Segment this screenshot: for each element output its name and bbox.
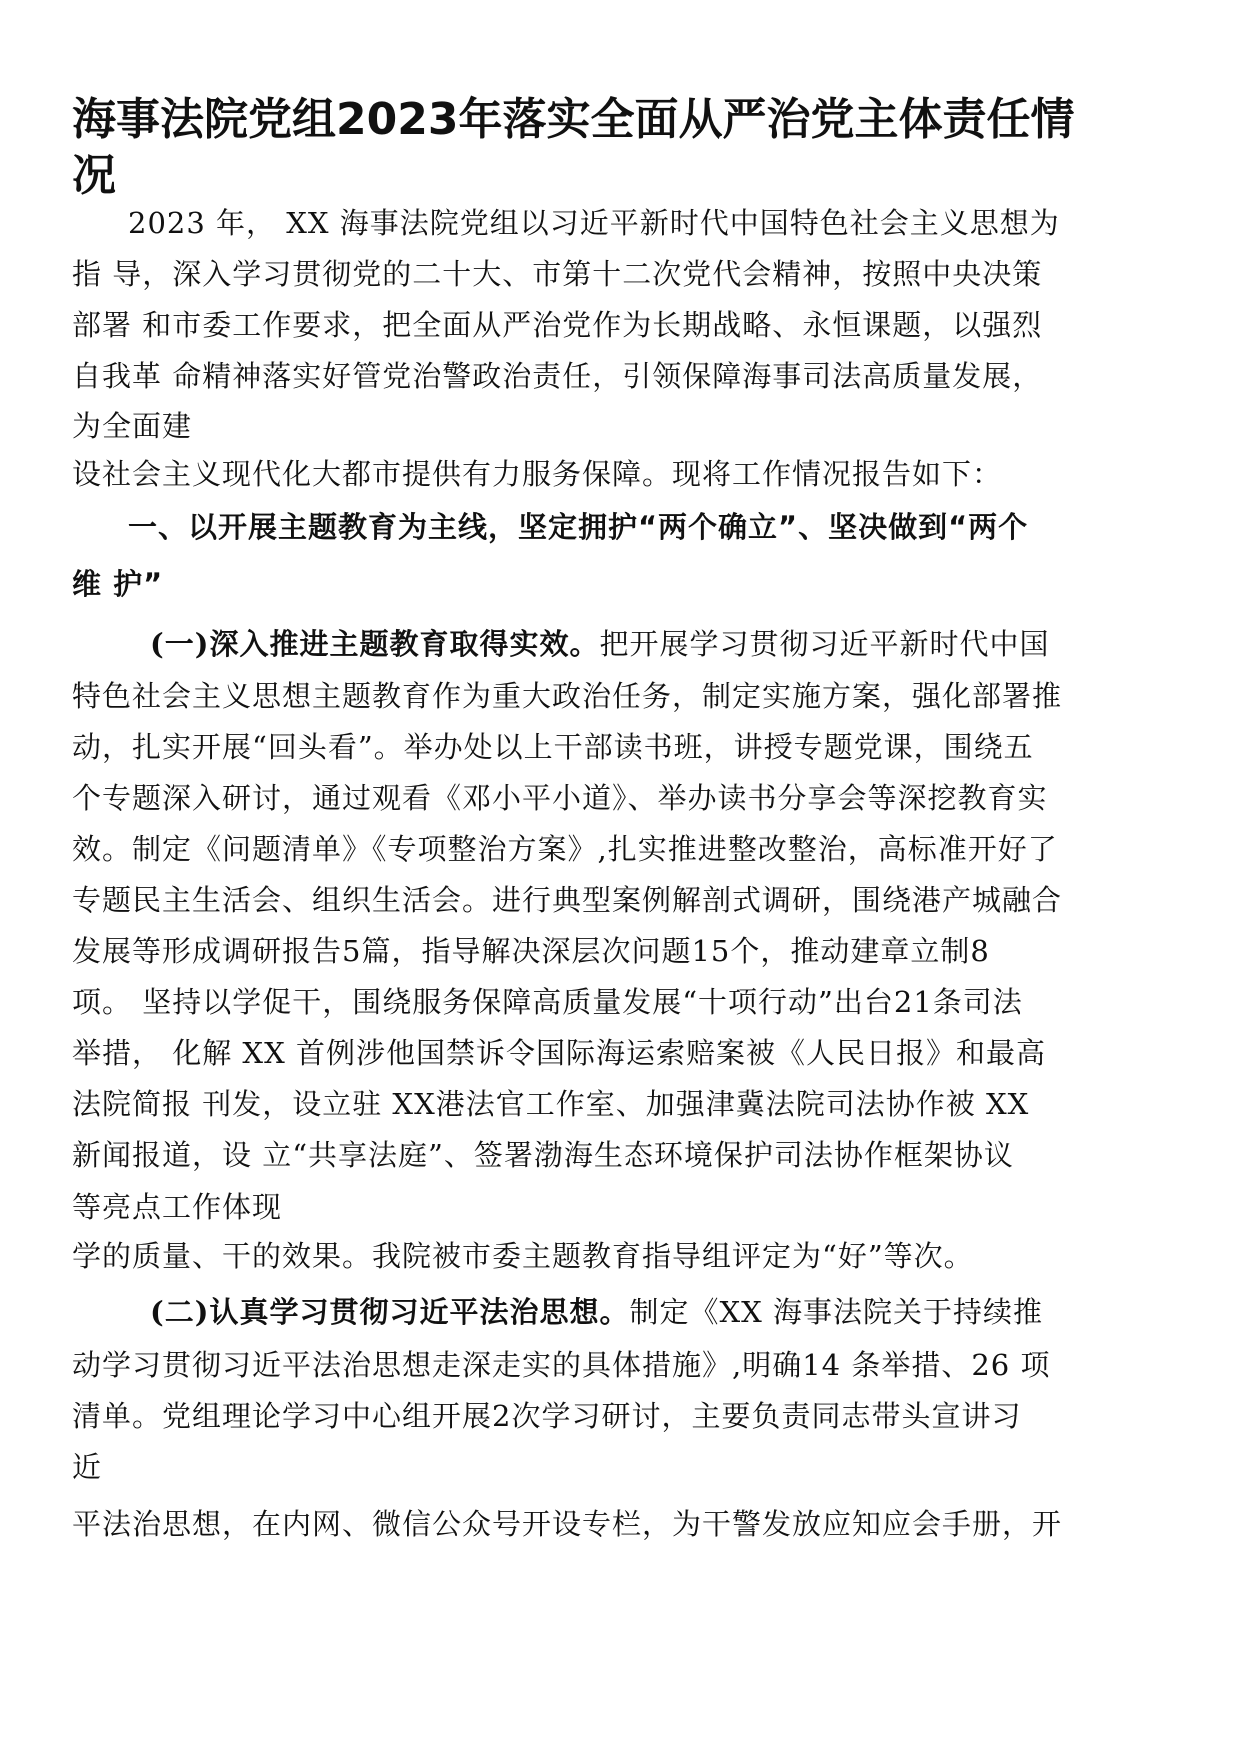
paragraph-text: 制定《XX 海事法院关于持续推 bbox=[629, 1295, 1043, 1329]
subsection-paragraph-line bbox=[150, 624, 1049, 664]
paragraph-line: 自我革 命精神落实好管党治警政治责任，引领保障海事司法高质量发展， bbox=[72, 359, 1043, 393]
paragraph-line: 清单。党组理论学习中心组开展2次学习研讨，主要负责同志带头宣讲习 bbox=[72, 1399, 1022, 1433]
title-line-2: 况 bbox=[72, 150, 116, 201]
document-title bbox=[72, 92, 1172, 204]
paragraph-line: 发展等形成调研报告5篇，指导解决深层次问题15个，推动建章立制8 bbox=[72, 934, 990, 968]
paragraph-line: 等亮点工作体现 bbox=[72, 1190, 283, 1224]
paragraph-line: 个专题深入研讨，通过观看《邓小平小道》、举办读书分享会等深挖教育实 bbox=[72, 781, 1048, 815]
paragraph-line: 部署 和市委工作要求，把全面从严治党作为长期战略、永恒课题，以强烈 bbox=[72, 308, 1043, 342]
paragraph-line: 为全面建 bbox=[72, 409, 193, 443]
paragraph-line: 专题民主生活会、组织生活会。进行典型案例解剖式调研，围绕港产城融合 bbox=[72, 883, 1063, 917]
paragraph-line: 动，扎实开展“回头看”。举办处以上干部读书班，讲授专题党课，围绕五 bbox=[72, 730, 1034, 764]
paragraph-line: 指 导，深入学习贯彻党的二十大、市第十二次党代会精神，按照中央决策 bbox=[72, 257, 1043, 291]
paragraph-line: 平法治思想，在内网、微信公众号开设专栏，为干警发放应知应会手册，开 bbox=[72, 1507, 1063, 1541]
subsection-paragraph-line bbox=[150, 1292, 1043, 1332]
subsection-heading-1: (一)深入推进主题教育取得实效。 bbox=[150, 627, 600, 661]
paragraph-line: 项。 坚持以学促干，围绕服务保障高质量发展“十项行动”出台21条司法 bbox=[72, 985, 1023, 1019]
paragraph-line: 近 bbox=[72, 1450, 103, 1484]
title-line-1: 海事法院党组2023年落实全面从严治党主体责任情 bbox=[72, 94, 1075, 145]
paragraph-line: 学的质量、干的效果。我院被市委主题教育指导组评定为“好”等次。 bbox=[72, 1239, 974, 1273]
paragraph-line: 法院简报 刊发，设立驻 XX港法官工作室、加强津冀法院司法协作被 XX bbox=[72, 1087, 1030, 1121]
paragraph-line: 特色社会主义思想主题教育作为重大政治任务，制定实施方案，强化部署推 bbox=[72, 679, 1063, 713]
section-heading-1: 一、以开展主题教育为主线，坚定拥护“两个确立”、坚决做到“两个 bbox=[128, 510, 1029, 544]
paragraph-line: 2023 年， XX 海事法院党组以习近平新时代中国特色社会主义思想为 bbox=[128, 206, 1060, 240]
subsection-heading-2: (二)认真学习贯彻习近平法治思想。 bbox=[150, 1295, 630, 1329]
paragraph-line: 动学习贯彻习近平法治思想走深走实的具体措施》,明确14 条举措、26 项 bbox=[72, 1348, 1051, 1382]
section-heading-1-cont: 维 护” bbox=[72, 567, 164, 601]
paragraph-line: 新闻报道，设 立“共享法庭”、签署渤海生态环境保护司法协作框架协议 bbox=[72, 1138, 1014, 1172]
paragraph-line: 效。制定《问题清单》《专项整治方案》,扎实推进整改整治，高标准开好了 bbox=[72, 832, 1058, 866]
paragraph-line: 举措， 化解 XX 首例涉他国禁诉令国际海运索赔案被《人民日报》和最高 bbox=[72, 1036, 1046, 1070]
paragraph-line: 设社会主义现代化大都市提供有力服务保障。现将工作情况报告如下： bbox=[72, 457, 1003, 491]
paragraph-text: 把开展学习贯彻习近平新时代中国 bbox=[599, 627, 1050, 661]
